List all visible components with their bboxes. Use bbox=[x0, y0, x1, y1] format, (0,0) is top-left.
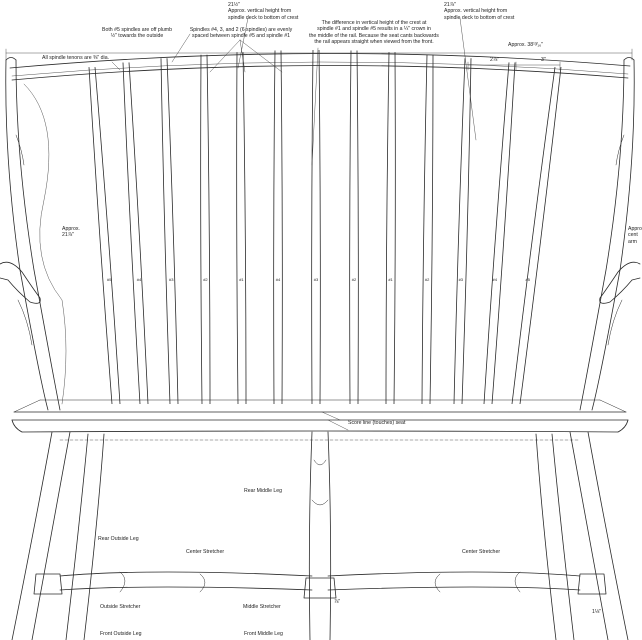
spindle-number: #4 bbox=[275, 277, 281, 282]
spindle-number: #2 bbox=[424, 277, 430, 282]
crest-center-height-note: 21½" Approx. vertical height from spindle deck to bottom of crest bbox=[228, 2, 299, 21]
spindle-number: #3 bbox=[168, 277, 174, 282]
left-height-label: Approx. 21⅞" bbox=[62, 226, 80, 239]
spindle bbox=[237, 52, 246, 404]
spindle bbox=[512, 67, 561, 404]
crest-rail-inner bbox=[12, 62, 628, 76]
outside-stretcher-right bbox=[578, 574, 606, 594]
stretcher-dimension: ⅞" bbox=[334, 599, 341, 605]
spindle-number: #2 bbox=[203, 277, 208, 282]
spacing-dimension-b: 3" bbox=[541, 57, 546, 63]
spindle bbox=[422, 55, 433, 404]
rear-outside-leg-label: Rear Outside Leg bbox=[98, 536, 139, 542]
seat-bottom-edge bbox=[22, 431, 618, 432]
outside-stretcher-label: Outside Stretcher bbox=[100, 604, 141, 610]
center-stretcher-left bbox=[60, 572, 312, 590]
outer-spindles-note: Both #5 spindles are off plumb ½" towards the outside bbox=[102, 27, 172, 40]
spindle bbox=[350, 51, 359, 404]
crest-width-label: Approx. 38¹³⁄₁₆" bbox=[508, 42, 544, 48]
spindle-number: #3 bbox=[458, 277, 464, 282]
center-stretcher-right-label: Center Stretcher bbox=[462, 549, 501, 555]
left-back-post bbox=[6, 60, 60, 410]
spindle-number: #1 bbox=[388, 277, 393, 282]
center-stretcher-left-label: Center Stretcher bbox=[186, 549, 225, 555]
crest-right-height-note: 21⅞" Approx. vertical height from spindle deck to bottom of crest bbox=[444, 2, 515, 21]
spindle bbox=[123, 62, 148, 404]
front-middle-leg-label: Front Middle Leg bbox=[244, 631, 283, 637]
rear-middle-leg-label: Rear Middle Leg bbox=[244, 488, 283, 494]
right-small-dimension: 1⅛" bbox=[592, 609, 602, 615]
spindle bbox=[201, 55, 210, 404]
outside-stretcher-left bbox=[34, 574, 62, 594]
rear-outside-leg-right bbox=[536, 434, 574, 640]
center-stretcher-right bbox=[328, 572, 580, 590]
score-line bbox=[322, 412, 340, 420]
spindle bbox=[454, 58, 471, 404]
middle-stretcher bbox=[304, 578, 336, 598]
leader-lines bbox=[112, 18, 476, 430]
spindles bbox=[89, 50, 561, 404]
spindle bbox=[312, 50, 321, 404]
spindle bbox=[161, 58, 178, 404]
spindle bbox=[274, 51, 283, 404]
spindle-labels bbox=[107, 277, 531, 282]
spindle-number: #5 bbox=[525, 277, 530, 282]
score-line-label: Score line (touches) seat bbox=[348, 420, 406, 426]
front-outside-leg-left bbox=[12, 432, 70, 640]
spindle-spacing-note: Spindles #4, 3, and 2 (6 spindles) are evenly spaced between spindle #5 and spindle #1 bbox=[189, 27, 293, 40]
spindle bbox=[484, 62, 515, 404]
spacing-dimension-a: 2⅞" bbox=[490, 57, 500, 63]
rear-middle-leg bbox=[309, 432, 330, 640]
spindle bbox=[386, 52, 395, 404]
spindle-number: #5 bbox=[107, 277, 112, 282]
crown-note: The difference in vertical height of the crest at spindle #1 and spindle #5 results in a ¼" crown in the middle of the rail. Because the seat cants backwards the rail appears straight when viewed from the front. bbox=[309, 20, 439, 46]
right-back-post bbox=[580, 60, 634, 410]
spindle-number: #4 bbox=[136, 277, 142, 282]
front-outside-leg-label: Front Outside Leg bbox=[100, 631, 142, 637]
spindle-number: #1 bbox=[239, 277, 244, 282]
right-edge-note: Appro cent arm bbox=[628, 226, 642, 245]
spindle-number: #3 bbox=[313, 277, 319, 282]
tenon-note: All spindle tenons are ⅜" dia. bbox=[42, 55, 110, 61]
middle-stretcher-label: Middle Stretcher bbox=[243, 604, 281, 610]
spindle-number: #4 bbox=[492, 277, 497, 282]
spindle-number: #2 bbox=[351, 277, 357, 282]
